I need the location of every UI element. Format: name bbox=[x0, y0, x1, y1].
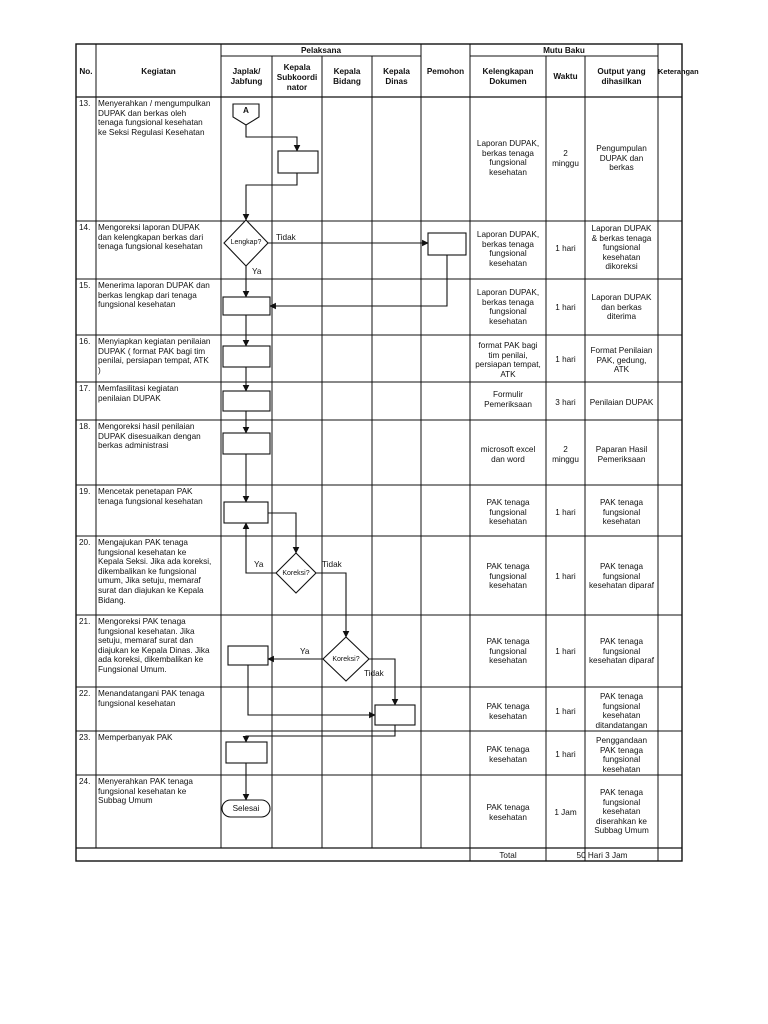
row-output: Paparan Hasil Pemeriksaan bbox=[595, 445, 648, 464]
row-kelengkapan: Laporan DUPAK, berkas tenaga fungsional kesehatan bbox=[476, 139, 540, 177]
col-header-waktu: Waktu bbox=[553, 72, 578, 81]
row-number: 17. bbox=[79, 384, 91, 393]
row-waktu: 1 hari bbox=[555, 647, 576, 656]
row-output: PAK tenaga fungsional kesehatan ditandatangan bbox=[595, 692, 648, 730]
decision-koreksi-21-label: Koreksi? bbox=[332, 656, 360, 663]
row-kegiatan: Mengoreksi laporan DUPAK dan kelengkapan berkas dari tenaga fungsional kesehatan bbox=[98, 223, 204, 252]
row-kegiatan: Menyiapkan kegiatan penilaian DUPAK ( format PAK bagi tim penilai, persiapan tempat, ATK ) bbox=[98, 337, 211, 375]
col-header-no: No. bbox=[79, 67, 93, 76]
process-box-22 bbox=[375, 705, 415, 725]
row-kelengkapan: PAK tenaga fungsional kesehatan bbox=[486, 562, 530, 591]
col-header-kegiatan: Kegiatan bbox=[141, 67, 176, 76]
row-kegiatan: Memfasilitasi kegiatan penilaian DUPAK bbox=[98, 384, 179, 403]
col-header-pelaksana: Pelaksana bbox=[300, 46, 342, 55]
row-waktu: 1 hari bbox=[555, 355, 576, 364]
row-kegiatan: Menandatangani PAK tenaga fungsional kesehatan bbox=[98, 689, 205, 708]
total-label: Total bbox=[499, 851, 517, 860]
total-value: 50 Hari 3 Jam bbox=[576, 851, 628, 860]
col-header-keterangan: Keterangan bbox=[658, 67, 699, 76]
flowchart-shapes bbox=[222, 104, 466, 817]
col-header-kelengkapan: Kelengkapan Dokumen bbox=[482, 67, 534, 86]
row-output: PAK tenaga fungsional kesehatan diserahkan ke Subbag Umum bbox=[594, 788, 649, 836]
row-waktu: 1 hari bbox=[555, 707, 576, 716]
row-kegiatan: Menerima laporan DUPAK dan berkas lengkap dari tenaga fungsional kesehatan bbox=[98, 281, 210, 310]
row-number: 20. bbox=[79, 538, 91, 547]
flowchart-arrows bbox=[246, 125, 447, 800]
row-number: 18. bbox=[79, 422, 91, 431]
row-kegiatan: Mengoreksi PAK tenaga fungsional kesehatan. Jika setuju, memaraf surat dan diajukan ke Kepala Dinas. Jika ada koreksi, dikembalikan ke Fungsional Umum. bbox=[98, 617, 210, 674]
label-tidak-14: Tidak bbox=[276, 233, 296, 242]
row-output: Pengumpulan DUPAK dan berkas bbox=[596, 144, 647, 173]
col-header-mutu-baku: Mutu Baku bbox=[543, 46, 585, 55]
label-tidak-20: Tidak bbox=[322, 560, 342, 569]
row-kegiatan: Mengajukan PAK tenaga fungsional kesehatan ke Kepala Seksi. Jika ada koreksi, dikembalikan ke fungsional umum, Jika setuju, memaraf surat dan diajukan ke Kepala Bidang. bbox=[98, 538, 212, 605]
row-output: PAK tenaga fungsional kesehatan diparaf bbox=[588, 562, 655, 591]
label-tidak-21: Tidak bbox=[364, 669, 384, 678]
process-box-16 bbox=[223, 346, 270, 367]
process-box-23 bbox=[226, 742, 267, 763]
row-kegiatan: Mengoreksi hasil penilaian DUPAK disesuaikan dengan berkas administrasi bbox=[98, 422, 201, 451]
row-output: Laporan DUPAK dan berkas diterima bbox=[591, 293, 652, 322]
row-number: 16. bbox=[79, 337, 91, 346]
col-header-pemohon: Pemohon bbox=[426, 67, 465, 76]
row-number: 21. bbox=[79, 617, 91, 626]
process-box-13 bbox=[278, 151, 318, 173]
label-ya-20: Ya bbox=[254, 560, 264, 569]
process-box-19 bbox=[224, 502, 268, 523]
row-waktu: 1 hari bbox=[555, 572, 576, 581]
row-output: Laporan DUPAK & berkas tenaga fungsional kesehatan dikoreksi bbox=[591, 224, 652, 272]
col-header-kepala-bidang: Kepala Bidang bbox=[333, 67, 361, 86]
row-output: PAK tenaga fungsional kesehatan diparaf bbox=[588, 637, 655, 666]
col-header-jafung: Japlak/ Jabfung bbox=[230, 67, 263, 86]
row-number: 23. bbox=[79, 733, 91, 742]
row-number: 15. bbox=[79, 281, 91, 290]
row-waktu: 3 hari bbox=[555, 398, 576, 407]
row-kelengkapan: Laporan DUPAK, berkas tenaga fungsional kesehatan bbox=[476, 288, 540, 326]
row-waktu: 1 Jam bbox=[554, 808, 577, 817]
row-kegiatan: Mencetak penetapan PAK tenaga fungsional kesehatan bbox=[98, 487, 203, 506]
row-waktu: 1 hari bbox=[555, 750, 576, 759]
decision-lengkap-label: Lengkap? bbox=[230, 239, 262, 246]
row-output: Penilaian DUPAK bbox=[589, 398, 654, 407]
decision-koreksi-20-label: Koreksi? bbox=[282, 570, 310, 577]
row-kelengkapan: PAK tenaga kesehatan bbox=[486, 702, 530, 721]
process-box-pemohon bbox=[428, 233, 466, 255]
row-kelengkapan: Laporan DUPAK, berkas tenaga fungsional kesehatan bbox=[476, 230, 540, 268]
row-waktu: 1 hari bbox=[555, 508, 576, 517]
row-waktu: 2 minggu bbox=[552, 149, 579, 168]
process-box-17 bbox=[223, 391, 270, 411]
row-kelengkapan: format PAK bagi tim penilai, persiapan tempat, ATK bbox=[475, 341, 541, 379]
row-output: Penggandaan PAK tenaga fungsional kesehatan bbox=[596, 736, 647, 774]
terminator-selesai-label: Selesai bbox=[232, 804, 260, 813]
col-header-subkoordinator: Kepala Subkoordi nator bbox=[276, 63, 318, 92]
row-output: Format Penilaian PAK, gedung, ATK bbox=[590, 346, 653, 375]
row-kelengkapan: PAK tenaga kesehatan bbox=[486, 745, 530, 764]
col-header-output: Output yang dihasilkan bbox=[597, 67, 646, 86]
row-waktu: 1 hari bbox=[555, 244, 576, 253]
col-header-kepala-dinas: Kepala Dinas bbox=[383, 67, 410, 86]
process-box-15 bbox=[223, 297, 270, 315]
row-kegiatan: Menyerahkan PAK tenaga fungsional kesehatan ke Subbag Umum bbox=[98, 777, 193, 806]
row-output: PAK tenaga fungsional kesehatan bbox=[599, 498, 644, 527]
row-number: 19. bbox=[79, 487, 91, 496]
row-kelengkapan: microsoft excel dan word bbox=[480, 445, 536, 464]
row-kegiatan: Menyerahkan / mengumpulkan DUPAK dan berkas oleh tenaga fungsional kesehatan ke Seksi Regulasi Kesehatan bbox=[98, 99, 211, 137]
row-number: 13. bbox=[79, 99, 91, 108]
process-box-18 bbox=[223, 433, 270, 454]
row-number: 22. bbox=[79, 689, 91, 698]
connector-a-label: A bbox=[243, 106, 249, 115]
label-ya-14: Ya bbox=[252, 267, 262, 276]
row-number: 24. bbox=[79, 777, 91, 786]
row-waktu: 2 minggu bbox=[552, 445, 579, 464]
row-kelengkapan: PAK tenaga fungsional kesehatan bbox=[486, 637, 530, 666]
row-kegiatan: Memperbanyak PAK bbox=[98, 733, 173, 742]
row-kelengkapan: PAK tenaga fungsional kesehatan bbox=[486, 498, 530, 527]
label-ya-21: Ya bbox=[300, 647, 310, 656]
row-waktu: 1 hari bbox=[555, 303, 576, 312]
row-kelengkapan: PAK tenaga kesehatan bbox=[486, 803, 530, 822]
row-number: 14. bbox=[79, 223, 91, 232]
row-kelengkapan: Formulir Pemeriksaan bbox=[484, 390, 532, 409]
process-box-21 bbox=[228, 646, 268, 665]
